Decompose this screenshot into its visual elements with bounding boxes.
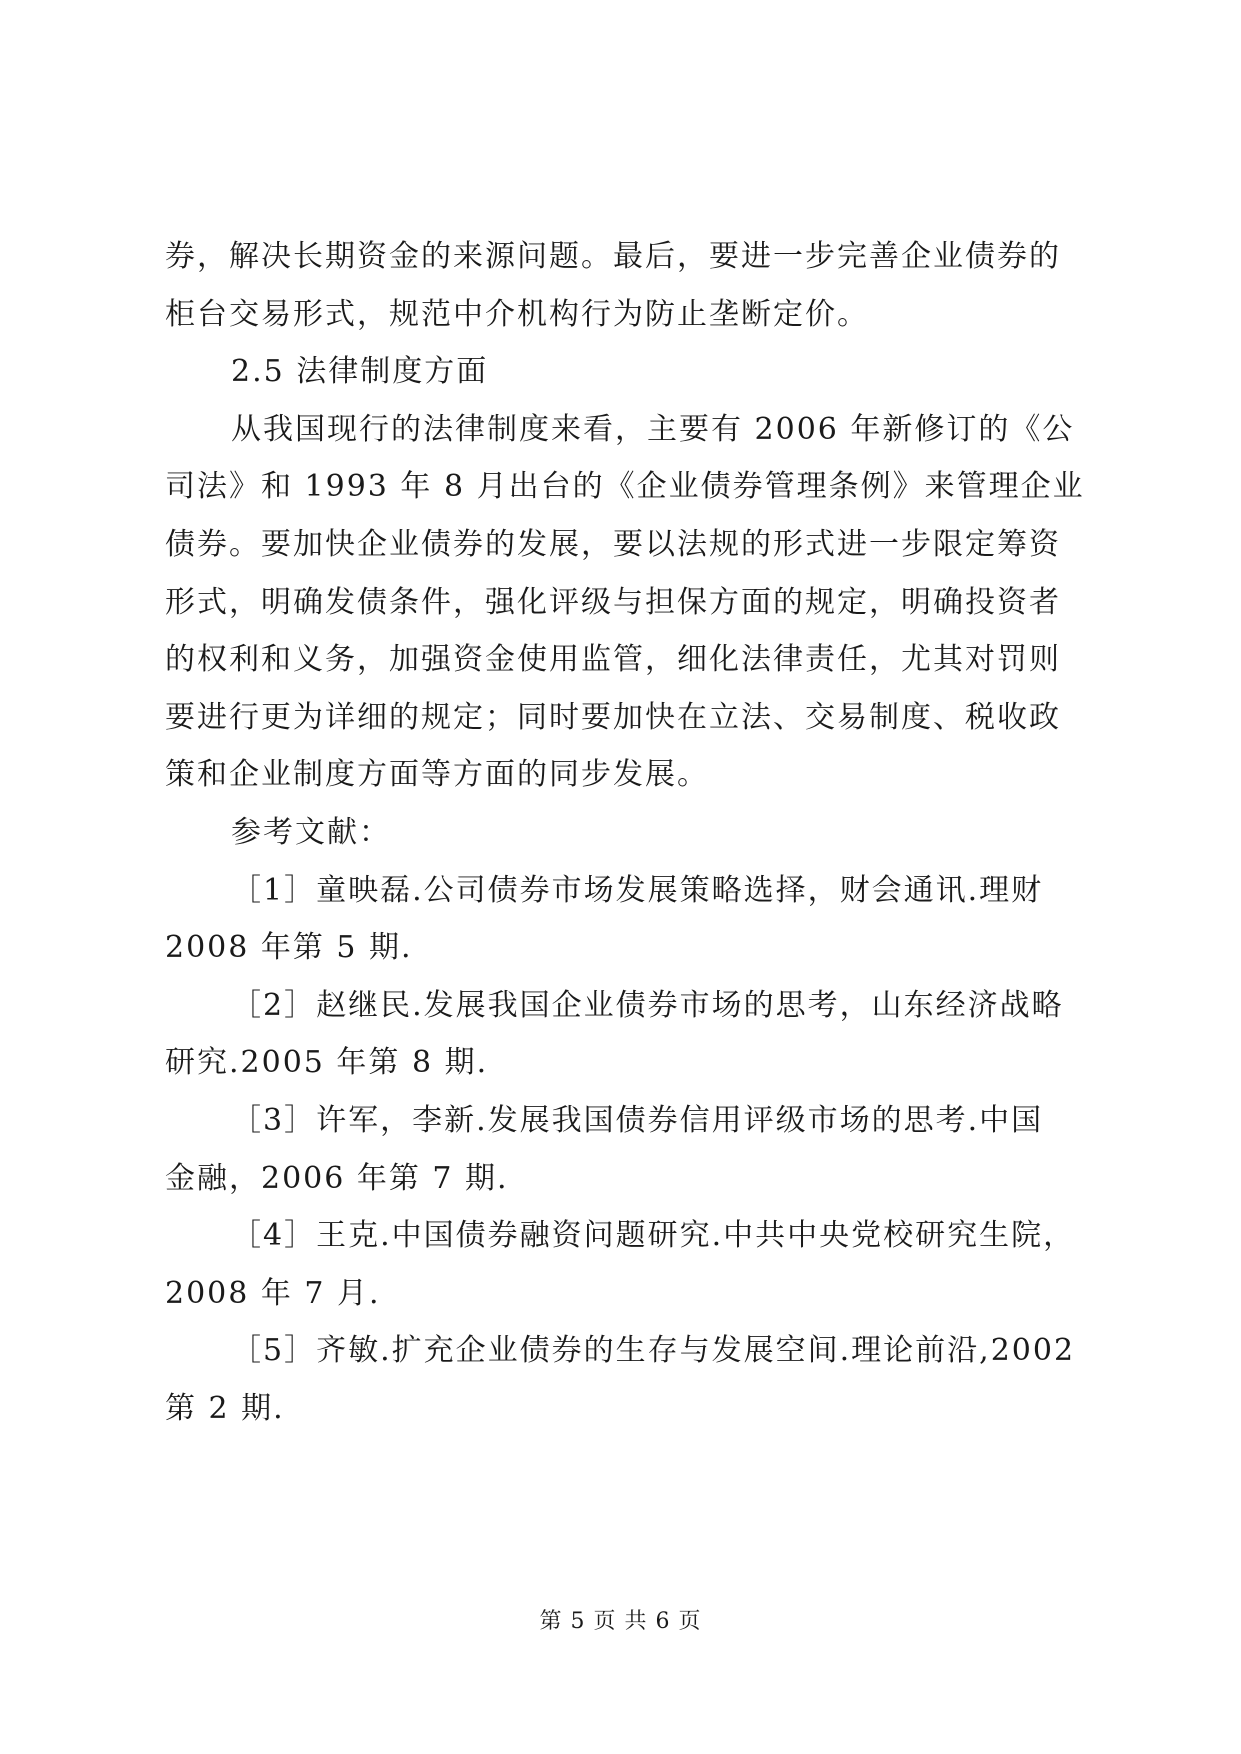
reference-entry: 金融，2006 年第 7 期. bbox=[165, 1160, 509, 1196]
text-line: 柜台交易形式，规范中介机构行为防止垄断定价。 bbox=[165, 296, 869, 332]
reference-entry: ［4］王克.中国债券融资问题研究.中共中央党校研究生院， bbox=[231, 1218, 1076, 1254]
text-line: 债券。要加快企业债券的发展，要以法规的形式进一步限定筹资 bbox=[165, 526, 1061, 562]
text-line: 策和企业制度方面等方面的同步发展。 bbox=[165, 757, 709, 793]
reference-entry: 研究.2005 年第 8 期. bbox=[165, 1045, 489, 1081]
reference-entry: 第 2 期. bbox=[165, 1390, 285, 1426]
text-line: 司法》和 1993 年 8 月出台的《企业债券管理条例》来管理企业 bbox=[165, 469, 1085, 505]
text-line: 要进行更为详细的规定；同时要加快在立法、交易制度、税收政 bbox=[165, 699, 1061, 735]
text-line: 的权利和义务，加强资金使用监管，细化法律责任，尤其对罚则 bbox=[165, 642, 1061, 678]
reference-entry: ［2］赵继民.发展我国企业债券市场的思考，山东经济战略 bbox=[231, 987, 1064, 1023]
page-number-footer: 第 5 页 共 6 页 bbox=[539, 1609, 702, 1634]
section-heading: 2.5 法律制度方面 bbox=[231, 354, 489, 390]
references-heading: 参考文献： bbox=[231, 814, 391, 850]
body-text bbox=[165, 228, 1085, 1437]
reference-entry: ［1］童映磊.公司债券市场发展策略选择，财会通讯.理财 bbox=[231, 872, 1044, 908]
reference-entry: 2008 年第 5 期. bbox=[165, 930, 413, 966]
text-line: 从我国现行的法律制度来看，主要有 2006 年新修订的《公 bbox=[231, 411, 1075, 447]
text-line: 形式，明确发债条件，强化评级与担保方面的规定，明确投资者 bbox=[165, 584, 1061, 620]
reference-entry: 2008 年 7 月. bbox=[165, 1275, 381, 1311]
reference-entry: ［5］齐敏.扩充企业债券的生存与发展空间.理论前沿,2002 bbox=[231, 1333, 1076, 1369]
text-line: 券，解决长期资金的来源问题。最后，要进一步完善企业债券的 bbox=[165, 239, 1061, 274]
reference-entry: ［3］许军，李新.发展我国债券信用评级市场的思考.中国 bbox=[231, 1102, 1044, 1138]
